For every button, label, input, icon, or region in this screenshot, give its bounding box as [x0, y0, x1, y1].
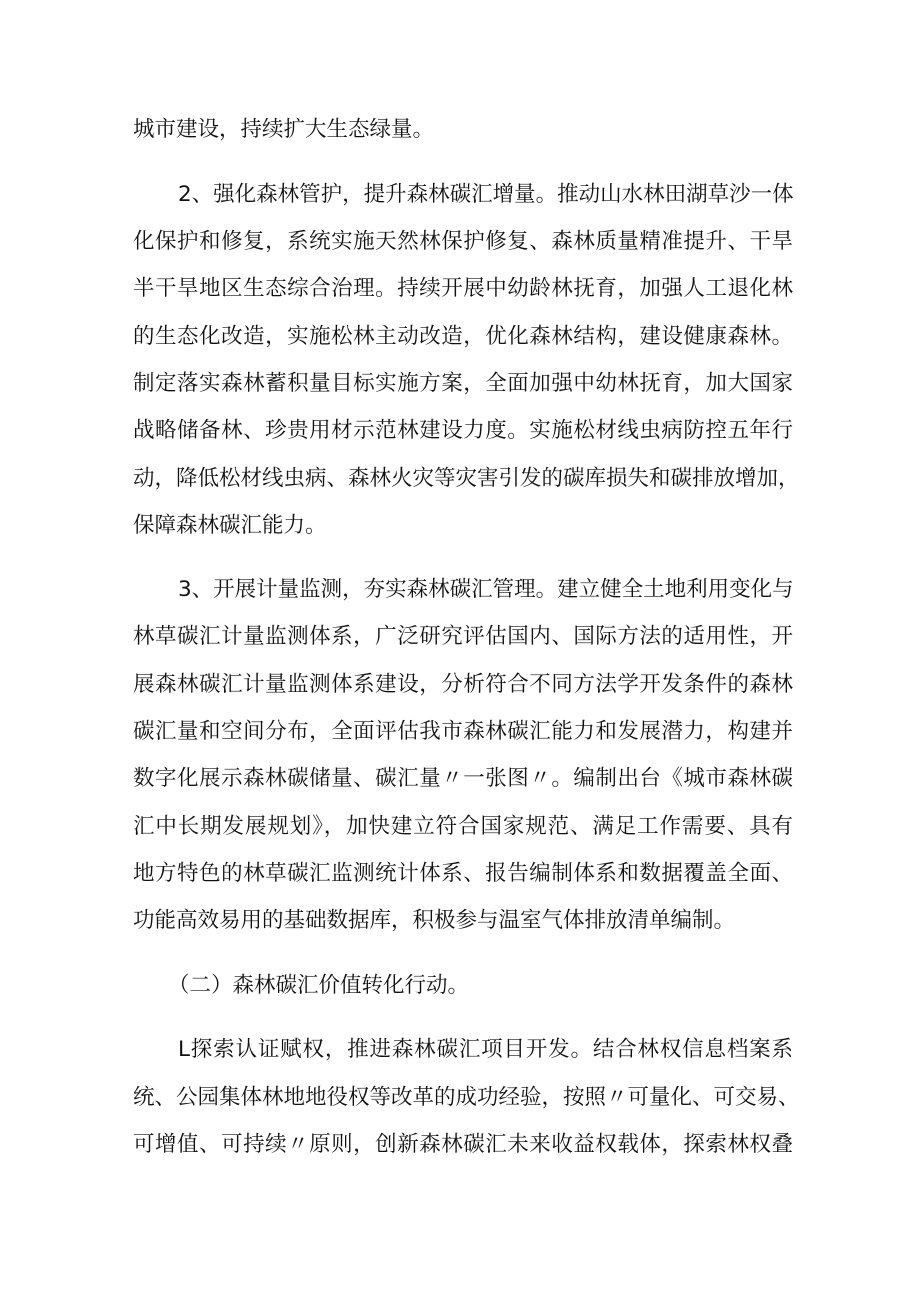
- text-line: 的生态化改造，实施松林主动改造，优化森林结构，建设健康森林。: [133, 324, 793, 349]
- text-line: 半干旱地区生态综合治理。持续开展中幼龄林抚育，加强人工退化林: [133, 276, 793, 301]
- text-line: 地方特色的林草碳汇监测统计体系、报告编制体系和数据覆盖全面、: [133, 861, 793, 886]
- text-line: 3、开展计量监测，夯实森林碳汇管理。建立健全土地利用变化与: [178, 577, 794, 602]
- text-line: 功能高效易用的基础数据库，积极参与温室气体排放清单编制。: [133, 908, 736, 933]
- text-line: 林草碳汇计量监测体系，广泛研究评估国内、国际方法的适用性，开: [133, 624, 793, 649]
- text-line: 展森林碳汇计量监测体系建设，分析符合不同方法学开发条件的森林: [133, 672, 793, 697]
- text-line: 保障森林碳汇能力。: [133, 513, 327, 538]
- text-line: 2、强化森林管护，提升森林碳汇增量。推动山水林田湖草沙一体: [178, 182, 794, 207]
- section-heading: （二）森林碳汇价值转化行动。: [168, 973, 470, 998]
- text-line: 统、公园集体林地地役权等改革的成功经验，按照〃可量化、可交易、: [133, 1085, 800, 1110]
- text-line: 制定落实森林蓄积量目标实施方案，全面加强中幼林抚育，加大国家: [133, 371, 793, 396]
- text-line: 可增值、可持续〃原则，创新森林碳汇未来收益权载体，探索林权叠: [133, 1132, 793, 1157]
- text-line: 战略储备林、珍贵用材示范林建设力度。实施松材线虫病防控五年行: [133, 418, 793, 443]
- text-line: 碳汇量和空间分布，全面评估我市森林碳汇能力和发展潜力，构建并: [133, 719, 793, 744]
- text-line: 城市建设，持续扩大生态绿量。: [133, 117, 435, 142]
- text-line: L探索认证赋权，推进森林碳汇项目开发。结合林权信息档案系: [178, 1037, 793, 1062]
- text-line: 化保护和修复，系统实施天然林保护修复、森林质量精准提升、干旱: [133, 229, 793, 254]
- text-line: 数字化展示森林碳储量、碳汇量〃一张图〃。编制出台《城市森林碳: [133, 766, 793, 791]
- text-line: 动，降低松材线虫病、森林火灾等灾害引发的碳库损失和碳排放增加，: [133, 466, 800, 491]
- text-line: 汇中长期发展规划》，加快建立符合国家规范、满足工作需要、具有: [133, 814, 793, 839]
